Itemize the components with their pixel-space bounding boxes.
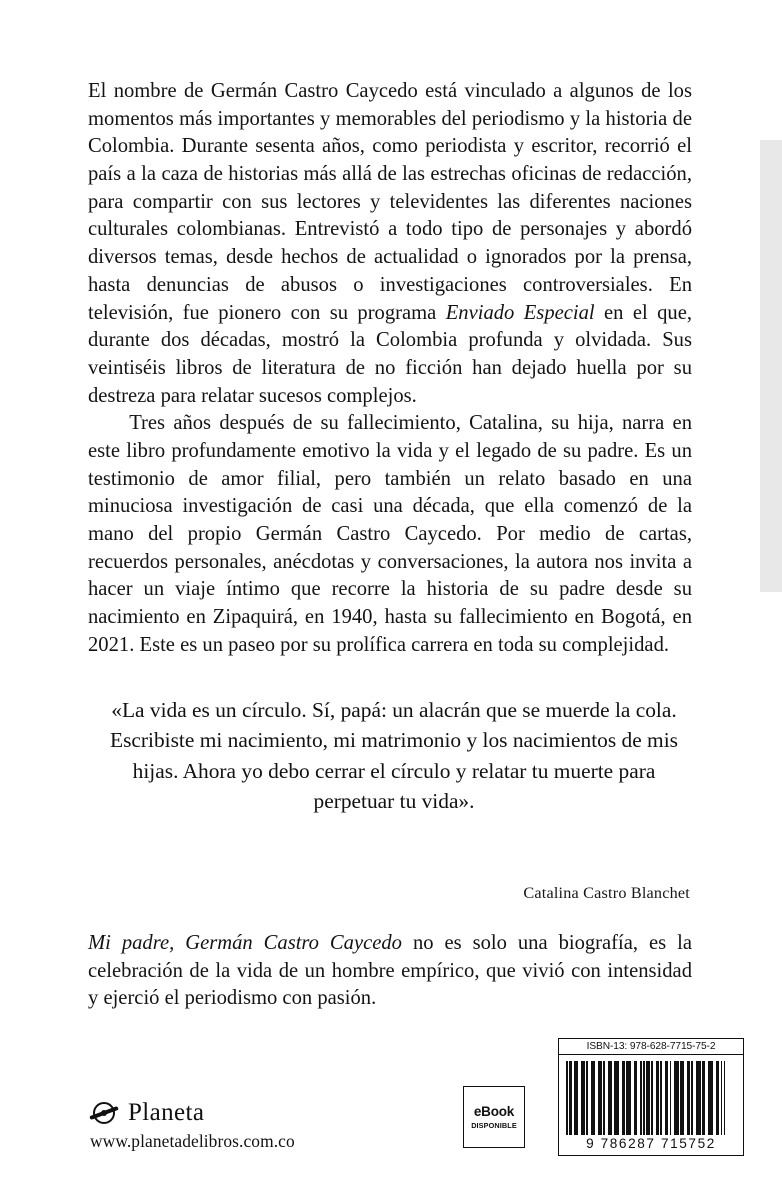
publisher-block bbox=[90, 1099, 295, 1152]
blurb-paragraph-2: Tres años después de su fallecimiento, Catalina, su hija, narra en este libro profundamente emotivo la vida y el legado de su padre. Es un testimonio de amor filial, pero también un relato basado en una minuciosa investigación de casi una década, que ella comenzó de la mano del propio Germán Castro Caycedo. Por medio de cartas, recuerdos personales, anécdotas y conversaciones, la autora nos invita a hacer un viaje íntimo que recorre la historia de su padre desde su nacimiento en Zipaquirá, en 1940, hasta su fallecimiento en Bogotá, en 2021. Este es un paseo por su prolífica carrera en toda su complejidad. bbox=[88, 412, 692, 656]
publisher-name: Planeta bbox=[128, 1099, 205, 1126]
ebook-available-badge bbox=[463, 1086, 525, 1148]
book-title: Mi padre, Germán Castro Caycedo bbox=[88, 932, 402, 954]
quote-attribution: Catalina Castro Blanchet bbox=[523, 884, 690, 902]
planeta-globe-icon bbox=[90, 1099, 118, 1127]
blurb-paragraph-1-head: El nombre de Germán Castro Caycedo está vinculado a algunos de los momentos más importantes y memorables del periodismo y la historia de Colombia. Durante sesenta años, como periodista y escritor, recorrió el país a la caza de historias más allá de las estrechas oficinas de redacción, para compartir con sus lectores y televidentes las diferentes naciones culturales colombianas. Entrevistó a todo tipo de personajes y abordó diversos temas, desde hechos de actualidad o ignorados por la prensa, hasta denuncias de abusos o investigaciones controversiales. En televisión, fue pionero con su programa bbox=[88, 80, 692, 324]
spine-shadow-strip bbox=[760, 140, 782, 592]
blurb-paragraph-1-tail: en el que, durante dos décadas, mostró la Colombia profunda y olvidada. Sus veintiséis libros de literatura de no ficción han dejado huella por su destreza para relatar sucesos complejos. bbox=[88, 301, 692, 407]
isbn-label: ISBN-13: 978-628-7715-75-2 bbox=[558, 1038, 744, 1054]
publisher-logo-row bbox=[90, 1099, 295, 1127]
ebook-badge-line2: DISPONIBLE bbox=[471, 1121, 517, 1130]
blurb-paragraph-1 bbox=[88, 78, 692, 410]
blurb-text bbox=[88, 78, 692, 659]
barcode-bars bbox=[566, 1061, 736, 1135]
barcode bbox=[558, 1054, 744, 1156]
ebook-badge-line1: eBook bbox=[473, 1104, 515, 1119]
barcode-digits: 9 786287 715752 bbox=[586, 1136, 716, 1151]
pull-quote: «La vida es un círculo. Sí, papá: un alacrán que se muerde la cola. Escribiste mi nacimiento, mi matrimonio y los nacimientos de mis hijas. Ahora yo debo cerrar el círculo y relatar tu muerte para perpetuar tu vida». bbox=[110, 698, 678, 814]
publisher-url[interactable]: www.planetadelibros.com.co bbox=[90, 1131, 295, 1151]
closing-text: no es solo una biografía, es la celebración de la vida de un hombre empírico, que vivió con intensidad y ejerció el periodismo con pasión. bbox=[88, 932, 692, 1010]
program-title: Enviado Especial bbox=[445, 301, 595, 324]
closing-paragraph bbox=[88, 930, 692, 1013]
barcode-block bbox=[558, 1038, 744, 1156]
